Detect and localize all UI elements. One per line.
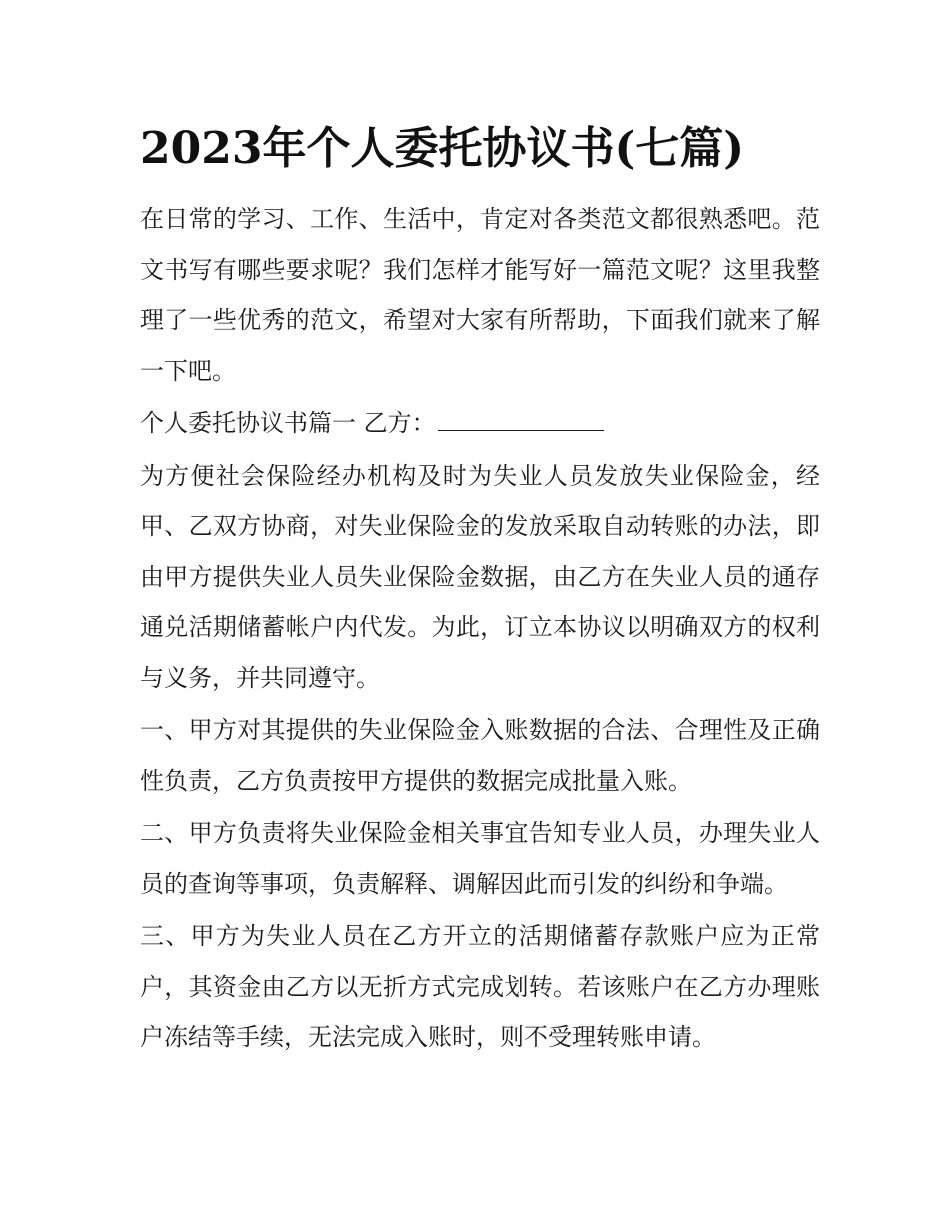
body-paragraph-1: 为方便社会保险经办机构及时为失业人员发放失业保险金，经甲、乙双方协商，对失业保险金的发放采取自动转账的办法，即由甲方提供失业人员失业保险金数据，由乙方在失业人员的通存通兑活期储蓄帐户内代发。为此，订立本协议以明确双方的权利与义务，并共同遵守。 <box>140 461 820 692</box>
clause-2-paragraph: 二、甲方负责将失业保险金相关事宜告知专业人员，办理失业人员的查询等事项，负责解释、调解因此而引发的纠纷和争端。 <box>140 819 820 898</box>
intro-paragraph: 在日常的学习、工作、生活中，肯定对各类范文都很熟悉吧。范文书写有哪些要求呢？我们怎样才能写好一篇范文呢？这里我整理了一些优秀的范文，希望对大家有所帮助，下面我们就来了解一下吧。 <box>140 205 820 385</box>
clause-1-paragraph: 一、甲方对其提供的失业保险金入账数据的合法、合理性及正确性负责，乙方负责按甲方提供的数据完成批量入账。 <box>140 716 820 795</box>
document-body <box>140 118 820 1065</box>
party-b-blank-line <box>438 406 604 431</box>
document-title: 2023年个人委托协议书(七篇) <box>140 123 745 174</box>
section-heading: 个人委托协议书篇一 乙方： <box>140 409 436 437</box>
section-heading-line <box>140 398 820 449</box>
clause-3-paragraph: 三、甲方为失业人员在乙方开立的活期储蓄存款账户应为正常户，其资金由乙方以无折方式完成划转。若该账户在乙方办理账户冻结等手续，无法完成入账时，则不受理转账申请。 <box>140 922 820 1051</box>
